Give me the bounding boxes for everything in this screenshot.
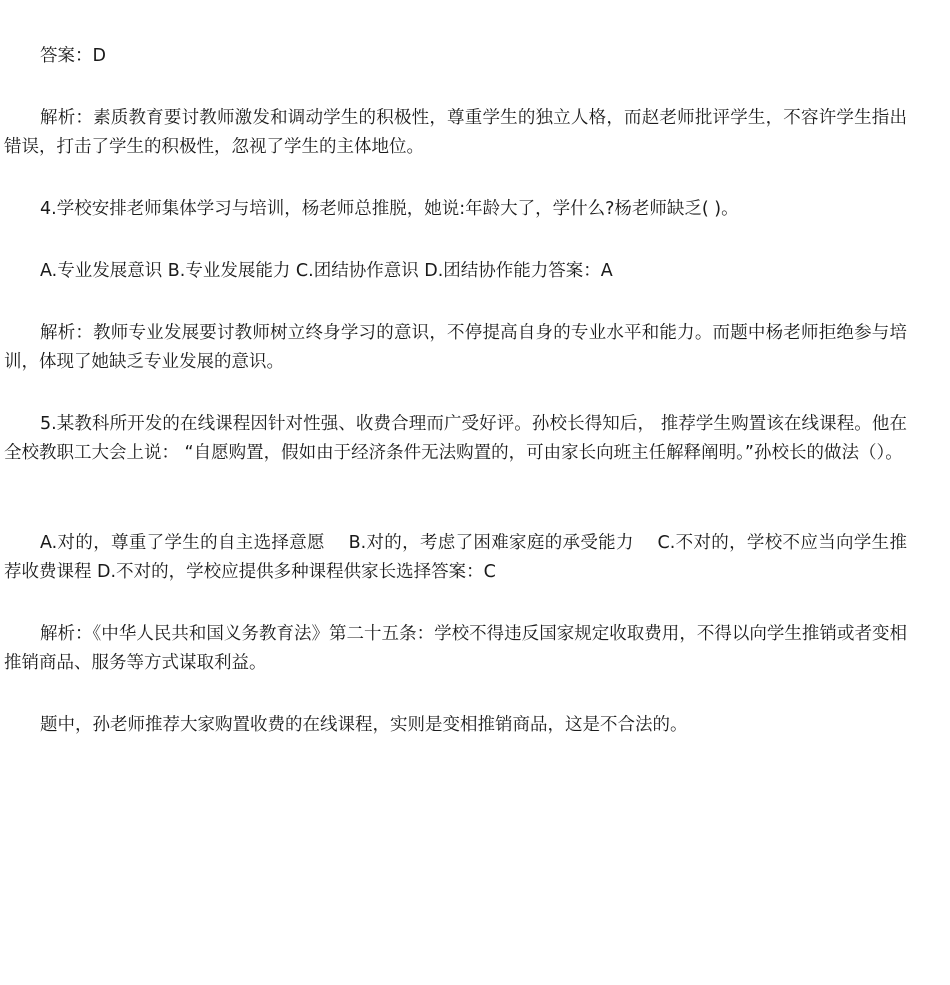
question-5: 5.某教科所开发的在线课程因针对性强、收费合理而广受好评。孙校长得知后， 推荐学生购置该在线课程。他在全校教职工大会上说： “自愿购置，假如由于经济条件无法购置的，可由家长向班主任解释阐明。”孙校长的做法（）。 bbox=[4, 413, 907, 463]
explanation-q5-continued: 题中，孙老师推荐大家购置收费的在线课程，实则是变相推销商品，这是不合法的。 bbox=[40, 714, 688, 735]
explanation-q5: 解析：《中华人民共和国义务教育法》第二十五条：学校不得违反国家规定收取费用，不得以向学生推销或者变相推销商品、服务等方式谋取利益。 bbox=[4, 623, 907, 673]
explanation-q4: 解析：教师专业发展要讨教师树立终身学习的意识，不停提高自身的专业水平和能力。而题中杨老师拒绝参与培训，体现了她缺乏专业发展的意识。 bbox=[4, 322, 907, 372]
explanation-q3: 解析：素质教育要讨教师激发和调动学生的积极性，尊重学生的独立人格，而赵老师批评学生，不容许学生指出错误，打击了学生的积极性，忽视了学生的主体地位。 bbox=[4, 107, 907, 157]
options-answer-q5: A.对的，尊重了学生的自主选择意愿 B.对的，考虑了困难家庭的承受能力 C.不对的，学校不应当向学生推荐收费课程 D.不对的，学校应提供多种课程供家长选择答案：C bbox=[4, 532, 907, 582]
question-4: 4.学校安排老师集体学习与培训，杨老师总推脱，她说:年龄大了，学什么?杨老师缺乏( )。 bbox=[40, 198, 739, 219]
answer-line-q3: 答案：D bbox=[40, 45, 106, 66]
options-answer-q4: A.专业发展意识 B.专业发展能力 C.团结协作意识 D.团结协作能力答案：A bbox=[40, 260, 613, 281]
